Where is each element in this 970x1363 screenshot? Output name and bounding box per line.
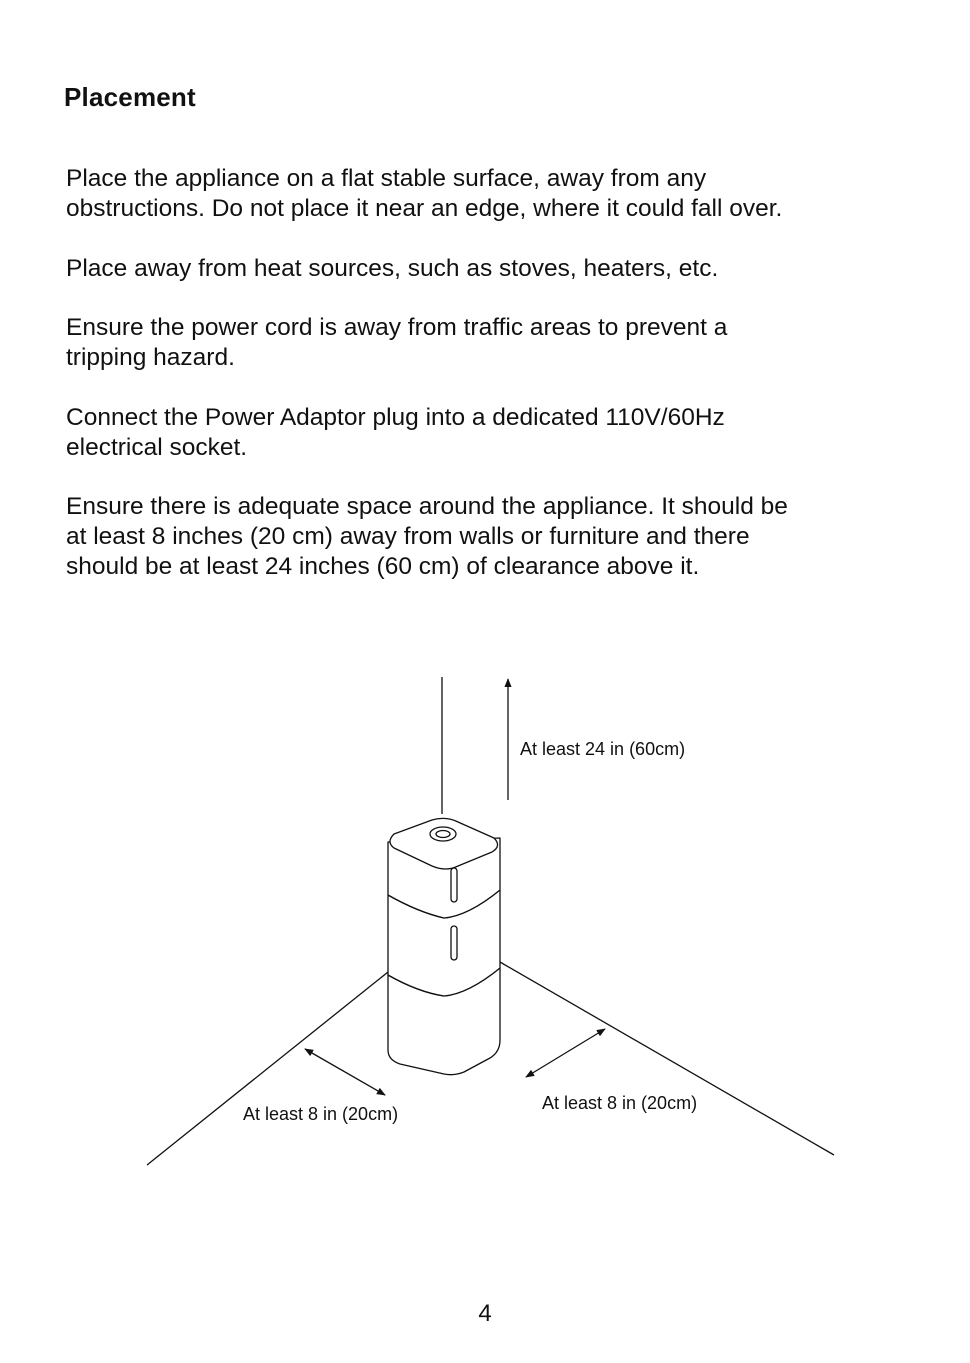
left-wall-line xyxy=(147,972,388,1165)
paragraph-line: at least 8 inches (20 cm) away from walls or furniture and there xyxy=(66,523,750,550)
window-slot-icon xyxy=(451,926,457,960)
paragraph-line: Ensure there is adequate space around the appliance. It should be xyxy=(66,493,788,520)
appliance-illustration xyxy=(388,818,500,1074)
left-clearance-arrow xyxy=(305,1049,385,1095)
paragraph-line: obstructions. Do not place it near an edge, where it could fall over. xyxy=(66,195,783,222)
paragraph-heat-sources xyxy=(66,254,718,284)
right-wall-line xyxy=(500,962,834,1155)
section-heading: Placement xyxy=(64,82,196,112)
label-right-clearance: At least 8 in (20cm) xyxy=(542,1093,698,1113)
paragraph-power-cord xyxy=(66,313,727,373)
clearance-diagram xyxy=(0,640,970,1200)
window-slot-icon xyxy=(451,868,457,902)
paragraph-line: Place away from heat sources, such as stoves, heaters, etc. xyxy=(66,255,719,282)
paragraph-line: tripping hazard. xyxy=(66,344,235,371)
paragraph-line: Place the appliance on a flat stable surface, away from any xyxy=(66,165,707,192)
label-above-clearance: At least 24 in (60cm) xyxy=(520,739,686,759)
paragraph-power-adaptor xyxy=(66,403,725,463)
right-clearance-arrow xyxy=(526,1029,605,1077)
label-left-clearance: At least 8 in (20cm) xyxy=(243,1104,399,1124)
paragraph-surface xyxy=(66,164,782,224)
paragraph-line: Connect the Power Adaptor plug into a dedicated 110V/60Hz xyxy=(66,404,725,431)
paragraph-line: Ensure the power cord is away from traffic areas to prevent a xyxy=(66,314,728,341)
paragraph-line: should be at least 24 inches (60 cm) of clearance above it. xyxy=(66,553,700,580)
paragraph-line: electrical socket. xyxy=(66,434,248,461)
paragraph-clearance xyxy=(66,492,788,582)
page-number: 4 xyxy=(478,1300,492,1327)
